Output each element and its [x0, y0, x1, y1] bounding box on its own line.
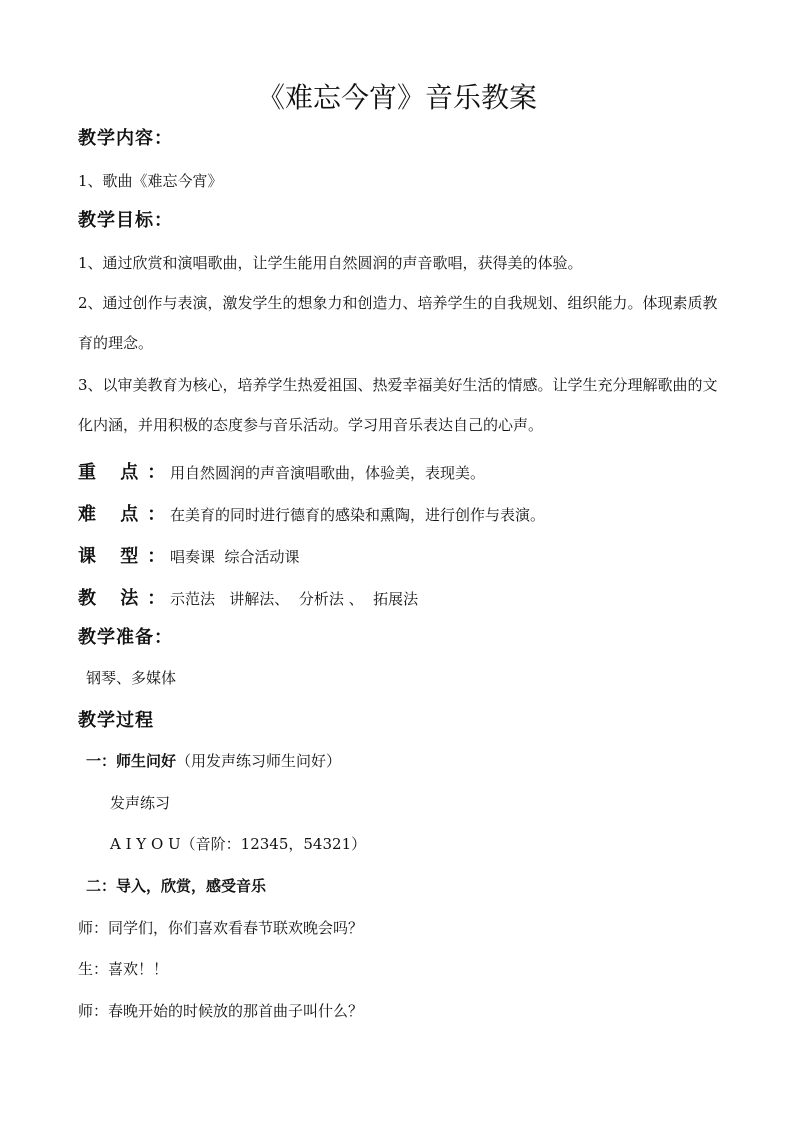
step1-exercise: 发声练习: [110, 794, 171, 812]
difficulty-row: [78, 504, 545, 526]
goals-heading: 教学目标：: [78, 210, 173, 231]
dialogue-line-1: 师：同学们，你们喜欢看春节联欢晚会吗？: [78, 919, 364, 937]
methods-row: [78, 588, 418, 610]
prep-heading: 教学准备：: [78, 627, 173, 648]
step1-title: 一：师生问好: [86, 752, 177, 770]
lesson-type-label: 课 型：: [78, 546, 175, 567]
key-point-label: 重 点：: [78, 462, 175, 483]
key-point-row: [78, 462, 485, 484]
methods-value: 示范法 讲解法、 分析法 、 拓展法: [170, 590, 419, 608]
step1-row: [86, 750, 341, 772]
methods-label: 教 法：: [78, 588, 175, 609]
goal-2: 2、通过创作与表演，激发学生的想象力和创造力、培养学生的自我规划、组织能力。体现素质教育的理念。: [78, 294, 718, 352]
dialogue-line-3: 师：春晚开始的时候放的那首曲子叫什么？: [78, 1002, 364, 1020]
step1-note: （用发声练习师生问好）: [176, 752, 342, 770]
content-item: 1、歌曲《难忘今宵》: [78, 172, 223, 190]
difficulty-label: 难 点：: [78, 504, 175, 525]
goal-1: 1、通过欣赏和演唱歌曲，让学生能用自然圆润的声音歌唱，获得美的体验。: [78, 254, 583, 272]
difficulty-value: 在美育的同时进行德育的感染和熏陶，进行创作与表演。: [170, 506, 546, 524]
step2-title: 二：导入，欣赏，感受音乐: [86, 877, 267, 895]
goal-3: 3、以审美教育为核心，培养学生热爱祖国、热爱幸福美好生活的情感。让学生充分理解歌曲的文化内涵，并用积极的态度参与音乐活动。学习用音乐表达自己的心声。: [78, 376, 718, 434]
content-heading: 教学内容：: [78, 128, 173, 149]
page-title: 《难忘今宵》音乐教案: [256, 81, 537, 114]
dialogue-line-2: 生：喜欢！！: [78, 960, 169, 978]
step1-scale: A I Y O U（音阶：12345，54321）: [110, 835, 367, 853]
prep-item: 钢琴、多媒体: [86, 669, 177, 687]
lesson-type-value: 唱奏课 综合活动课: [170, 548, 300, 566]
lesson-type-row: [78, 546, 300, 568]
process-heading: 教学过程: [78, 710, 154, 731]
key-point-value: 用自然圆润的声音演唱歌曲，体验美，表现美。: [170, 464, 486, 482]
